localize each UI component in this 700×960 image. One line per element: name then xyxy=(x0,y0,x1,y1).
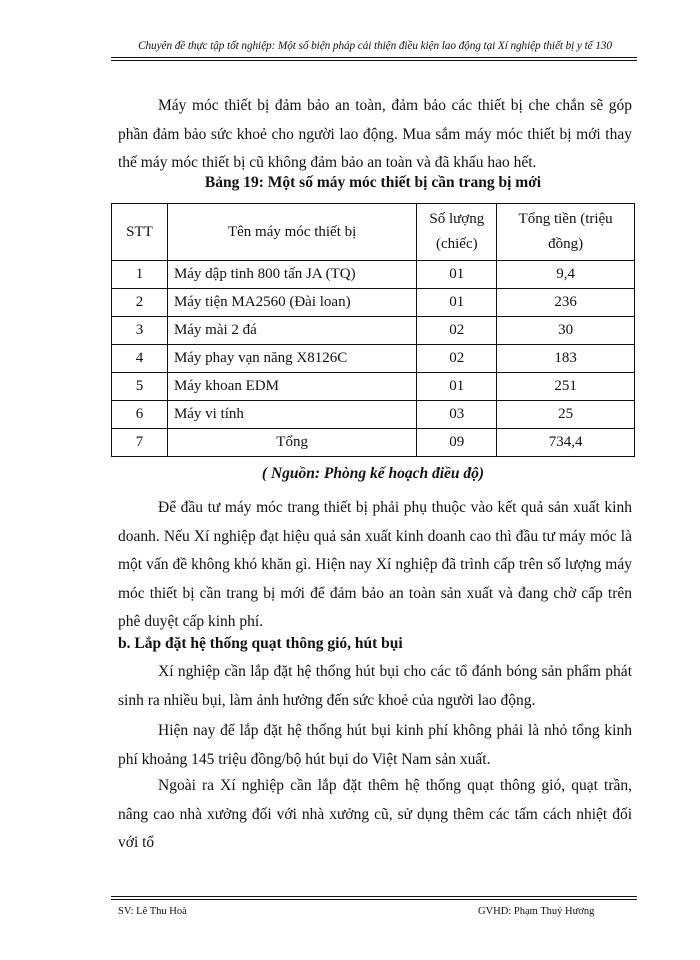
cell-name: Máy mài 2 đá xyxy=(167,317,416,345)
cell-name: Máy tiện MA2560 (Đài loan) xyxy=(167,289,416,317)
cell-total: 734,4 xyxy=(497,429,635,457)
dust-text-1: Xí nghiệp cần lắp đặt hệ thống hút bụi cho các tổ đánh bóng sản phẩm phát sinh ra nhiều bụi, làm ảnh hưởng đến sức khoẻ của người lao động. xyxy=(118,663,632,709)
footer-advisor: GVHD: Phạm Thuý Hương xyxy=(478,906,595,917)
intro-text: Máy móc thiết bị đảm bảo an toàn, đảm bảo các thiết bị che chắn sẽ góp phần đảm bảo sức khoẻ cho người lao động. Mua sắm máy móc thiết bị mới thay thế máy móc thiết bị cũ không đảm bảo an toàn và đã khấu hao hết. xyxy=(118,97,632,172)
section-heading: b. Lắp đặt hệ thống quạt thông gió, hút bụi xyxy=(118,635,403,652)
cell-stt: 3 xyxy=(112,317,168,345)
header-total: Tổng tiền (triệu đồng) xyxy=(497,204,635,261)
table-header-row xyxy=(112,204,635,261)
cell-qty: 01 xyxy=(417,261,497,289)
header-stt: STT xyxy=(112,204,168,261)
cell-total: 183 xyxy=(497,345,635,373)
dust-text-3: Ngoài ra Xí nghiệp cần lắp đặt thêm hệ thống quạt thông gió, quạt trần, nâng cao nhà xưởng đối với nhà xưởng cũ, sử dụng thêm các tấm cách nhiệt đối với tổ xyxy=(118,777,632,852)
dust-text-2: Hiện nay để lắp đặt hệ thống hút bụi kinh phí không phải là nhỏ tổng kinh phí khoảng 145 triệu đồng/bộ hút bụi do Việt Nam sản xuất. xyxy=(118,722,632,768)
header-name: Tên máy móc thiết bị xyxy=(167,204,416,261)
cell-stt: 6 xyxy=(112,401,168,429)
running-header: Chuyên đề thực tập tốt nghiệp: Một số biện pháp cải thiện điều kiện lao động tại Xí nghiệp thiết bị y tế 130 xyxy=(138,40,612,52)
table-row xyxy=(112,261,635,289)
cell-total: 30 xyxy=(497,317,635,345)
header-rule xyxy=(111,57,637,58)
cell-qty: 01 xyxy=(417,373,497,401)
cell-qty: 09 xyxy=(417,429,497,457)
header-rule-thin xyxy=(111,60,637,61)
table-source: ( Nguồn: Phòng kế hoạch điều độ) xyxy=(261,465,485,482)
cell-stt: 1 xyxy=(112,261,168,289)
cell-stt: 5 xyxy=(112,373,168,401)
intro-paragraph xyxy=(118,92,632,178)
cell-total: 251 xyxy=(497,373,635,401)
cell-name: Máy vi tính xyxy=(167,401,416,429)
table-row xyxy=(112,289,635,317)
footer-rule xyxy=(111,899,637,900)
investment-text: Để đầu tư máy móc trang thiết bị phải phụ thuộc vào kết quả sản xuất kinh doanh. Nếu Xí nghiệp đạt hiệu quả sản xuất kinh doanh cao thì đầu tư máy móc là một vấn đề không khó khăn gì. Hiện nay Xí nghiệp đã trình cấp trên số lượng máy móc thiết bị cần trang bị mới để đảm bảo an toàn sản xuất và đang chờ cấp trên phê duyệt cấp kinh phí. xyxy=(118,499,632,631)
table-row xyxy=(112,317,635,345)
table-caption: Bảng 19: Một số máy móc thiết bị cần trang bị mới xyxy=(204,174,542,191)
dust-paragraph-3 xyxy=(118,772,632,858)
footer-rule-thin xyxy=(111,896,637,897)
equipment-table xyxy=(111,203,635,457)
cell-qty: 02 xyxy=(417,345,497,373)
dust-paragraph-1 xyxy=(118,658,632,715)
cell-total: 9,4 xyxy=(497,261,635,289)
investment-paragraph xyxy=(118,494,632,637)
footer-student: SV: Lê Thu Hoà xyxy=(118,906,187,917)
cell-total: 25 xyxy=(497,401,635,429)
table-row xyxy=(112,345,635,373)
cell-stt: 4 xyxy=(112,345,168,373)
cell-stt: 2 xyxy=(112,289,168,317)
header-qty: Số lượng (chiếc) xyxy=(417,204,497,261)
cell-name: Máy phay vạn năng X8126C xyxy=(167,345,416,373)
dust-paragraph-2 xyxy=(118,717,632,774)
cell-name: Máy dập tinh 800 tấn JA (TQ) xyxy=(167,261,416,289)
cell-name: Máy khoan EDM xyxy=(167,373,416,401)
cell-qty: 02 xyxy=(417,317,497,345)
cell-stt: 7 xyxy=(112,429,168,457)
table-row xyxy=(112,401,635,429)
cell-total: 236 xyxy=(497,289,635,317)
cell-name: Tổng xyxy=(167,429,416,457)
cell-qty: 01 xyxy=(417,289,497,317)
table-total-row xyxy=(112,429,635,457)
table-row xyxy=(112,373,635,401)
cell-qty: 03 xyxy=(417,401,497,429)
